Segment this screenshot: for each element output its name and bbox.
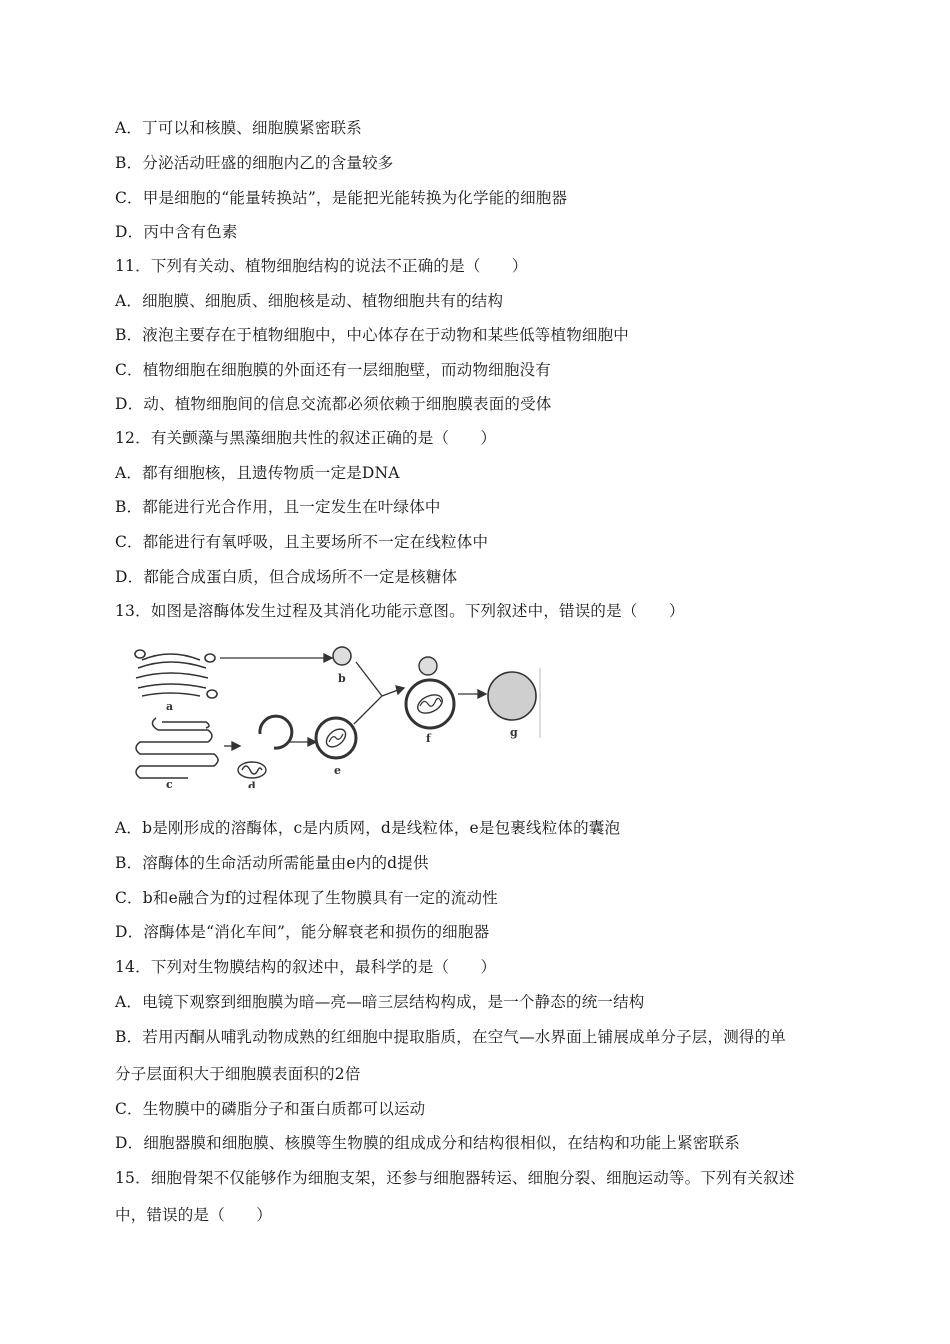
q12-option-d: D．都能合成蛋白质，但合成场所不一定是核糖体 xyxy=(115,568,458,586)
q15-stem: 15．细胞骨架不仅能够作为细胞支架，还参与细胞器转运、细胞分裂、细胞运动等。下列有关叙述 xyxy=(115,1169,795,1187)
label-c: c xyxy=(166,778,173,788)
arrow-a-to-b xyxy=(220,654,332,662)
q15-stem-continued: 中，错误的是（ ） xyxy=(115,1206,273,1224)
endoplasmic-reticulum-c xyxy=(136,718,218,778)
q13-option-c: C．b和e融合为f的过程体现了生物膜具有一定的流动性 xyxy=(115,889,498,907)
q13-option-d: D．溶酶体是“消化车间”，能分解衰老和损伤的细胞器 xyxy=(115,923,490,941)
lysosome-b xyxy=(333,647,351,665)
q14-option-b-continued: 分子层面积大于细胞膜表面积的2倍 xyxy=(115,1065,361,1083)
digested-vesicle-g xyxy=(488,672,536,720)
q14-option-d: D．细胞器膜和细胞膜、核膜等生物膜的组成成分和结构很相似，在结构和功能上紧密联系 xyxy=(115,1134,740,1152)
label-f: f xyxy=(426,732,431,745)
q12-option-a: A．都有细胞核，且遗传物质一定是DNA xyxy=(115,464,400,482)
q11-option-d: D．动、植物细胞间的信息交流都必须依赖于细胞膜表面的受体 xyxy=(115,395,552,413)
label-d: d xyxy=(248,780,256,788)
q12-option-b: B．都能进行光合作用，且一定发生在叶绿体中 xyxy=(115,498,441,516)
arrow-f-to-g xyxy=(458,690,486,698)
q11-option-b: B．液泡主要存在于植物细胞中，中心体存在于动物和某些低等植物细胞中 xyxy=(115,326,629,344)
q10-option-a: A．丁可以和核膜、细胞膜紧密联系 xyxy=(115,119,362,137)
label-b: b xyxy=(338,672,346,685)
q13-option-b: B．溶酶体的生命活动所需能量由e内的d提供 xyxy=(115,854,429,872)
q11-option-c: C．植物细胞在细胞膜的外面还有一层细胞壁，而动物细胞没有 xyxy=(115,361,551,379)
lysosome-diagram xyxy=(128,638,548,788)
q10-option-b: B．分泌活动旺盛的细胞内乙的含量较多 xyxy=(115,154,394,172)
q14-option-b: B．若用丙酮从哺乳动物成熟的红细胞中提取脂质，在空气—水界面上铺展成单分子层，测得的单 xyxy=(115,1028,786,1046)
fused-vesicle-f xyxy=(406,657,454,728)
label-a: a xyxy=(166,700,174,713)
q11-stem: 11．下列有关动、植物细胞结构的说法不正确的是（ ） xyxy=(115,257,528,275)
q14-option-a: A．电镜下观察到细胞膜为暗—亮—暗三层结构构成，是一个静态的统一结构 xyxy=(115,993,645,1011)
q11-option-a: A．细胞膜、细胞质、细胞核是动、植物细胞共有的结构 xyxy=(115,292,504,310)
arrows-merge-to-f xyxy=(354,662,404,724)
q14-stem: 14．下列对生物膜结构的叙述中，最科学的是（ ） xyxy=(115,958,497,976)
forming-membrane xyxy=(260,716,292,748)
vesicle-e xyxy=(316,718,356,758)
golgi-apparatus-a xyxy=(135,650,217,698)
q13-stem: 13．如图是溶酶体发生过程及其消化功能示意图。下列叙述中，错误的是（ ） xyxy=(115,602,685,620)
q10-option-c: C．甲是细胞的“能量转换站”，是能把光能转换为化学能的细胞器 xyxy=(115,189,568,207)
q12-option-c: C．都能进行有氧呼吸，且主要场所不一定在线粒体中 xyxy=(115,533,489,551)
arrow-c-to-membrane xyxy=(224,742,240,750)
label-e: e xyxy=(334,764,341,777)
arrow-to-e xyxy=(288,738,316,746)
mitochondrion-d xyxy=(238,762,266,778)
q13-option-a: A．b是刚形成的溶酶体，c是内质网，d是线粒体，e是包裹线粒体的囊泡 xyxy=(115,819,621,837)
q10-option-d: D．丙中含有色素 xyxy=(115,223,238,241)
q14-option-c: C．生物膜中的磷脂分子和蛋白质都可以运动 xyxy=(115,1100,426,1118)
q12-stem: 12．有关颤藻与黑藻细胞共性的叙述正确的是（ ） xyxy=(115,429,497,447)
label-g: g xyxy=(510,726,518,739)
